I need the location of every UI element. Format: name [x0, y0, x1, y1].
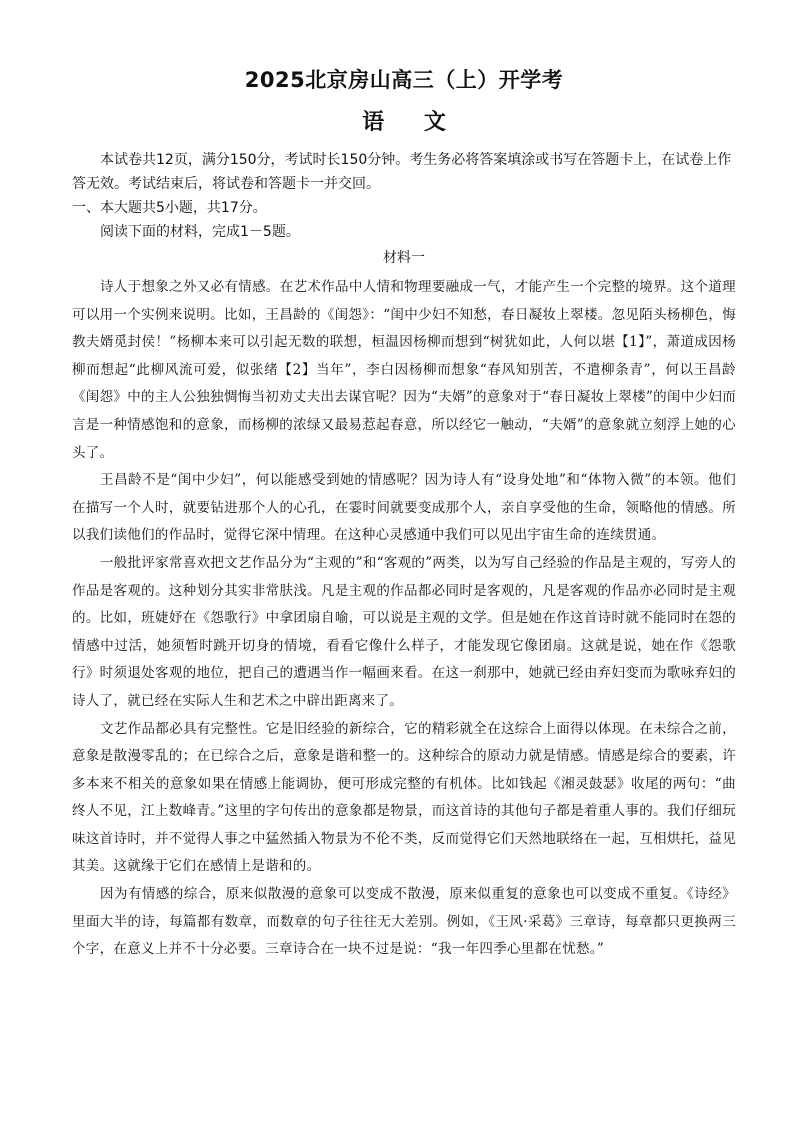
section-heading: 一、本大题共5小题，共17分。	[72, 200, 267, 216]
exam-instructions: 本试卷共12页，满分150分，考试时长150分钟。考生务必将答案填涂或书写在答题卡上，在试卷上作答无效。考试结束后，将试卷和答题卡一并交回。	[72, 152, 732, 192]
paragraph: 一般批评家常喜欢把文艺作品分为“主观的”和“客观的”两类，以为写自己经验的作品是主观的，写旁人的作品是客观的。这种划分其实非常肤浅。凡是主观的作品都必同时是客观的，凡是客观的作品亦必同时是主观的。比如，班婕妤在《怨歌行》中拿团扇自喻，可以说是主观的文学。但是她在作这首诗时就不能同时在怨的情感中过活，她须暂时跳开切身的情境，看看它像什么样子，才能发现它像团扇。这就是说，她在作《怨歌行》时须退处客观的地位，把自己的遭遇当作一幅画来看。在这一刹那中，她就已经由弃妇变而为歌咏弃妇的诗人了，就已经在实际人生和艺术之中辟出距离来了。	[72, 554, 737, 709]
material-label: 材料一	[383, 250, 425, 266]
page-title: 2025北京房山高三（上）开学考	[244, 68, 564, 92]
paragraph: 王昌龄不是“闺中少妇”，何以能感受到她的情感呢？因为诗人有“设身处地”和“体物入微”的本领。他们在描写一个人时，就要钻进那个人的心孔，在霎时间就要变成那个人，亲自享受他的生命，领略他的情感。所以我们读他们的作品时，觉得它深中情理。在这种心灵感通中我们可以见出宇宙生命的连续贯通。	[72, 472, 736, 544]
subject-heading: 语 文	[362, 110, 446, 135]
paragraph: 诗人于想象之外又必有情感。在艺术作品中人情和物理要融成一气，才能产生一个完整的境界。这个道理可以用一个实例来说明。比如，王昌龄的《闺怨》：“闺中少妇不知愁，春日凝妆上翠楼。忽见陌头杨柳色，悔教夫婿觅封侯！”杨柳本来可以引起无数的联想，桓温因杨柳而想到“树犹如此，人何以堪【1】”，萧道成因杨柳而想起“此柳风流可爱，似张绪【2】当年”，李白因杨柳而想象“春风知别苦，不遣柳条青”，何以王昌龄《闺怨》中的主人公独独惆悔当初劝丈夫出去谋官呢？因为“夫婿”的意象对于“春日凝妆上翠楼”的闺中少妇而言是一种情感饱和的意象，而杨柳的浓绿又最易惹起春意，所以经它一触动，“夫婿”的意象就立刻浮上她的心头了。	[72, 279, 736, 461]
paragraph: 因为有情感的综合，原来似散漫的意象可以变成不散漫，原来似重复的意象也可以变成不重复。《诗经》里面大半的诗，每篇都有数章，而数章的句子往往无大差别。例如，《王风·采葛》三章诗，每章都只更换两三个字，在意义上并不十分必要。三章诗合在一块不过是说：“我一年四季心里都在忧愁。”	[72, 886, 736, 958]
material-body	[72, 274, 736, 964]
reading-prompt: 阅读下面的材料，完成1－5题。	[100, 224, 300, 240]
paragraph: 文艺作品都必具有完整性。它是旧经验的新综合，它的精彩就全在这综合上面得以体现。在未综合之前，意象是散漫零乱的；在已综合之后，意象是谐和整一的。这种综合的原动力就是情感。情感是综合的要素，许多本来不相关的意象如果在情感上能调协，便可形成完整的有机体。比如钱起《湘灵鼓瑟》收尾的两句：“曲终人不见，江上数峰青。”这里的字句传出的意象都是物景，而这首诗的其他句子都是着重人事的。我们仔细玩味这首诗时，并不觉得人事之中猛然插入物景为不伦不类，反而觉得它们天然地联络在一起，互相烘托，益见其美。这就缘于它们在感情上是谐和的。	[72, 720, 736, 875]
